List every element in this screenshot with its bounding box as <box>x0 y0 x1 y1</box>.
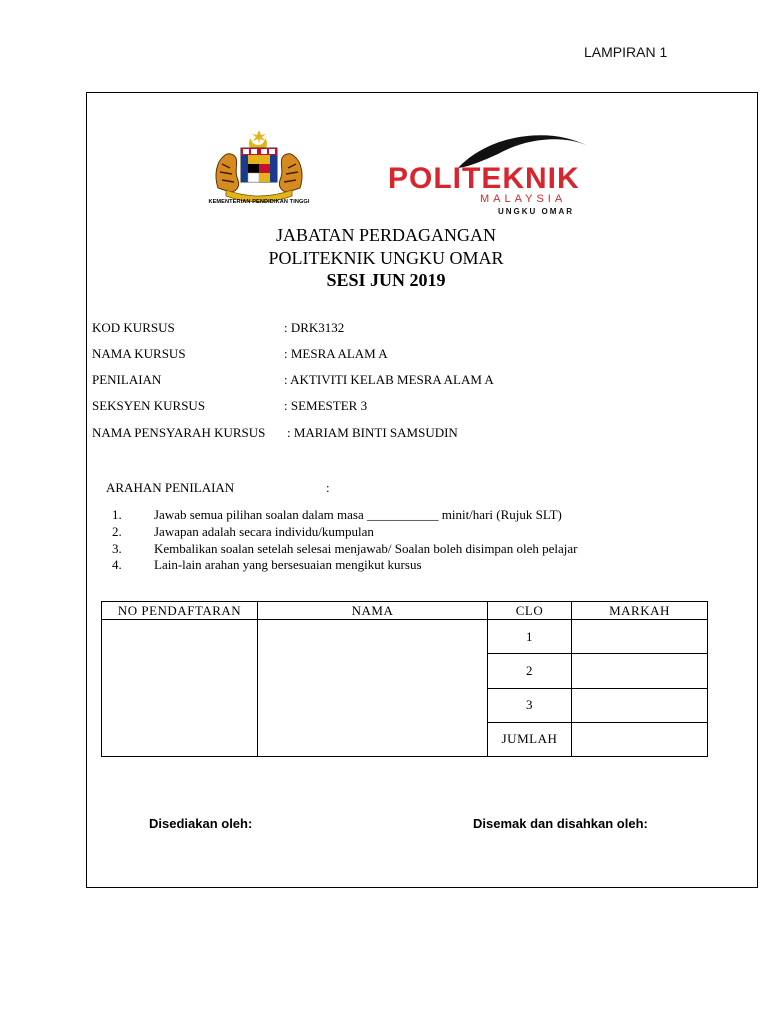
institution-title: POLITEKNIK UNGKU OMAR <box>268 248 504 268</box>
instruction-number: 1. <box>112 507 122 522</box>
info-value: : SEMESTER 3 <box>284 398 368 413</box>
info-value: : MESRA ALAM A <box>284 346 388 361</box>
instruction-number: 2. <box>112 524 122 539</box>
total-marks-cell[interactable] <box>572 722 708 756</box>
politeknik-logo <box>380 126 640 218</box>
marks-cell[interactable] <box>572 654 708 688</box>
logo-brand-text: POLITEKNIK <box>388 162 580 195</box>
ministry-caption: KEMENTERIAN PENDIDIKAN TINGGI <box>208 199 310 205</box>
instructions-colon: : <box>326 480 330 495</box>
session-title: SESI JUN 2019 <box>326 270 446 290</box>
table-header-row <box>102 602 708 620</box>
header-clo: CLO <box>488 602 572 620</box>
header-registration-no: NO PENDAFTARAN <box>102 602 258 620</box>
instruction-text: Jawab semua pilihan soalan dalam masa ___________ minit/hari (Rujuk SLT) <box>154 507 562 522</box>
prepared-by-label: Disediakan oleh: <box>149 816 253 831</box>
table-row <box>102 620 708 654</box>
marks-cell[interactable] <box>572 688 708 722</box>
info-label: NAMA PENSYARAH KURSUS <box>92 425 266 440</box>
instruction-text: Lain-lain arahan yang bersesuaian mengikut kursus <box>154 557 422 572</box>
clo-cell: 2 <box>488 654 572 688</box>
instruction-number: 4. <box>112 557 122 572</box>
logo-campus-text: UNGKU OMAR <box>498 207 574 216</box>
marks-table <box>101 601 708 757</box>
info-value: : MARIAM BINTI SAMSUDIN <box>287 425 458 440</box>
marks-cell[interactable] <box>572 620 708 654</box>
instruction-text: Kembalikan soalan setelah selesai menjawab/ Soalan boleh disimpan oleh pelajar <box>154 541 578 556</box>
instruction-text: Jawapan adalah secara individu/kumpulan <box>154 524 374 539</box>
info-value: : DRK3132 <box>284 320 345 335</box>
appendix-label: LAMPIRAN 1 <box>584 44 668 60</box>
registration-no-cell[interactable] <box>102 620 258 757</box>
info-value: : AKTIVITI KELAB MESRA ALAM A <box>284 372 494 387</box>
info-label: KOD KURSUS <box>92 320 175 335</box>
info-label: PENILAIAN <box>92 372 162 387</box>
header-marks: MARKAH <box>572 602 708 620</box>
info-label: NAMA KURSUS <box>92 346 186 361</box>
header-name: NAMA <box>258 602 488 620</box>
clo-cell: 3 <box>488 688 572 722</box>
total-label-cell: JUMLAH <box>488 722 572 756</box>
name-cell[interactable] <box>258 620 488 757</box>
logo-country-text: MALAYSIA <box>480 193 567 205</box>
verified-by-label: Disemak dan disahkan oleh: <box>473 816 648 831</box>
clo-cell: 1 <box>488 620 572 654</box>
department-title: JABATAN PERDAGANGAN <box>275 225 497 245</box>
instruction-number: 3. <box>112 541 122 556</box>
info-label: SEKSYEN KURSUS <box>92 398 206 413</box>
instructions-title: ARAHAN PENILAIAN <box>106 480 235 495</box>
